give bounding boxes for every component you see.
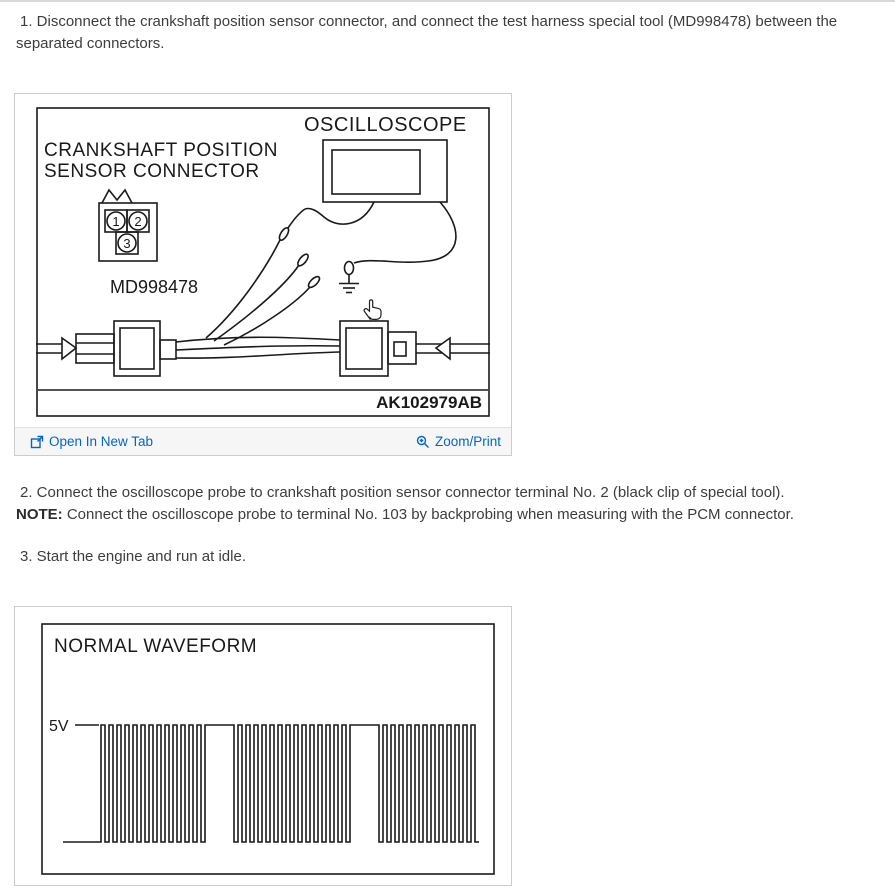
zoom-icon (416, 435, 430, 449)
figure1-footer (15, 427, 511, 455)
terminal-1-label: 1 (112, 214, 120, 229)
figure-normal-waveform (14, 606, 512, 886)
note-text: Connect the oscilloscope probe to terminal No. 103 by backprobing when measuring with the PCM connector. (66, 506, 794, 523)
figure1-diagram (36, 107, 490, 417)
zoom-print-label: Zoom/Print (434, 434, 501, 449)
figure-ref-label: AK102979AB (376, 393, 482, 412)
instruction-step-1: 1. Disconnect the crankshaft position sensor connector, and connect the test harness special tool (MD998478) between the separated connectors. (16, 13, 838, 52)
figure1-canvas (15, 94, 511, 427)
open-in-new-tab-label: Open In New Tab (49, 434, 154, 449)
waveform-path (63, 725, 479, 842)
note-paragraph (0, 504, 895, 526)
zoom-print-link[interactable] (416, 434, 501, 449)
open-in-new-tab-link[interactable] (30, 434, 153, 449)
cursor-icon (364, 300, 381, 320)
harness-connectors-drawing (36, 321, 490, 376)
open-in-new-tab-icon (30, 435, 44, 449)
oscilloscope-label: OSCILLOSCOPE (304, 114, 467, 136)
instruction-step-2: 2. Connect the oscilloscope probe to crankshaft position sensor connector terminal No. 2 (black clip of special tool). (20, 484, 785, 501)
terminal-3-label: 3 (123, 236, 131, 251)
figure2-canvas (15, 607, 511, 875)
ground-symbol (339, 262, 359, 293)
oscilloscope-drawing (323, 140, 447, 202)
connector-label-line1: CRANKSHAFT POSITION (44, 140, 279, 161)
waveform-diagram (41, 623, 495, 875)
figure-test-harness (14, 93, 512, 456)
sensor-connector-drawing (99, 190, 157, 261)
waveform-title: NORMAL WAVEFORM (54, 636, 258, 657)
note-label: NOTE: (16, 506, 63, 523)
terminal-2-label: 2 (134, 214, 142, 229)
voltage-label: 5V (49, 718, 69, 735)
instruction-step-3: 3. Start the engine and run at idle. (20, 548, 246, 565)
top-divider (0, 0, 895, 2)
connector-label-line2: SENSOR CONNECTOR (44, 161, 260, 182)
test-harness-wires (176, 202, 456, 358)
tool-number-label: MD998478 (110, 277, 199, 297)
